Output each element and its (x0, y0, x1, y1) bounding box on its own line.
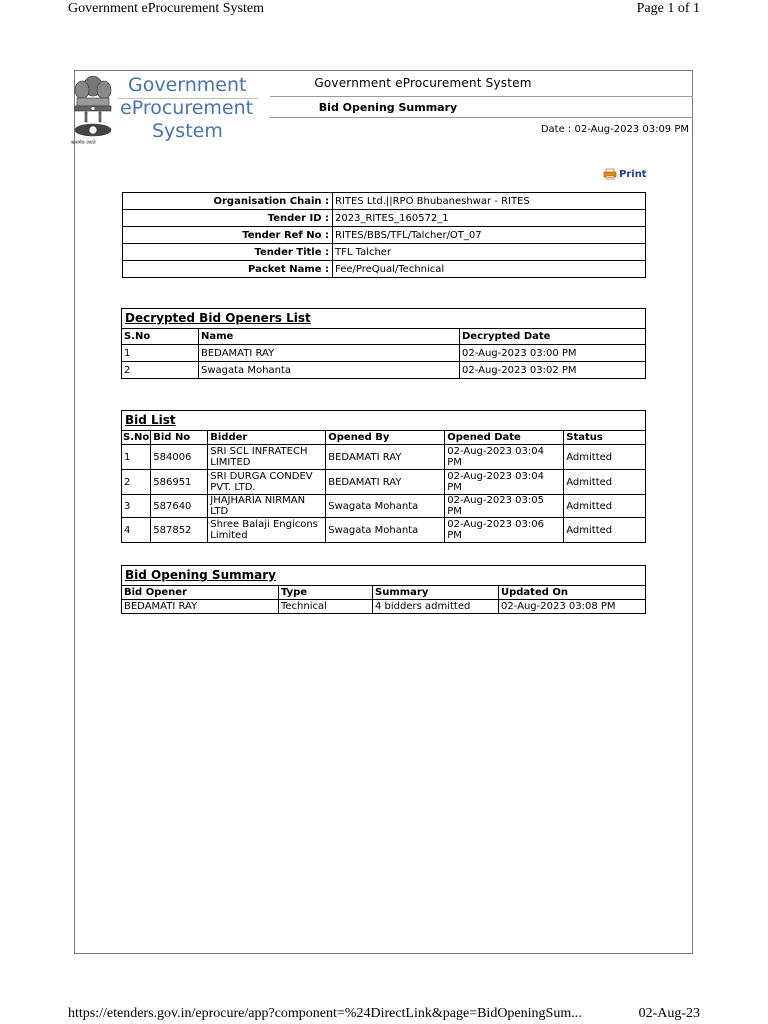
date-value: 02-Aug-2023 03:09 PM (574, 124, 689, 135)
print-label: Print (619, 168, 647, 180)
table-header-row (122, 329, 645, 345)
table-cell: Swagata Mohanta (199, 362, 460, 379)
table-cell: 587852 (151, 518, 208, 543)
table-cell: Admitted (564, 470, 645, 495)
table-cell: 586951 (151, 470, 208, 495)
table-row (122, 495, 645, 518)
footer-date: 02-Aug-23 (638, 1006, 700, 1021)
column-header: Bidder (208, 431, 326, 445)
table-row (122, 518, 645, 543)
footer-url: https://etenders.gov.in/eprocure/app?component=%24DirectLink&page=BidOpeningSum... (68, 1006, 582, 1021)
table-cell: 584006 (151, 445, 208, 470)
column-header: Type (279, 586, 373, 600)
table-row (122, 362, 645, 379)
section-title: Bid Opening Summary (122, 566, 645, 586)
column-header: Summary (373, 586, 499, 600)
table-cell: 1 (122, 345, 199, 362)
table-cell: 02-Aug-2023 03:06 PM (445, 518, 564, 543)
table-cell: 02-Aug-2023 03:05 PM (445, 495, 564, 518)
table-cell: Admitted (564, 495, 645, 518)
column-header: Bid Opener (122, 586, 279, 600)
bid-opening-summary-table (122, 586, 645, 613)
table-cell: 1 (122, 445, 151, 470)
table-cell: SRI DURGA CONDEV PVT. LTD. (208, 470, 326, 495)
info-value: RITES Ltd.||RPO Bhubaneshwar - RITES (333, 193, 646, 210)
info-row (123, 193, 646, 210)
table-cell: 2 (122, 362, 199, 379)
info-value: Fee/PreQual/Technical (333, 261, 646, 278)
table-cell: BEDAMATI RAY (122, 600, 279, 614)
table-cell: BEDAMATI RAY (326, 470, 445, 495)
print-footer (0, 1004, 768, 1024)
column-header: Decrypted Date (460, 329, 646, 345)
table-row (122, 345, 645, 362)
info-label: Tender ID : (123, 210, 333, 227)
table-header-row (122, 431, 645, 445)
table-cell: JHAJHARIA NIRMAN LTD (208, 495, 326, 518)
info-row (123, 227, 646, 244)
column-header: S.No (122, 329, 199, 345)
title-divider (270, 96, 693, 97)
table-cell: SRI SCL INFRATECH LIMITED (208, 445, 326, 470)
table-cell: 02-Aug-2023 03:02 PM (462, 364, 577, 376)
bid-list-table (122, 431, 645, 542)
info-label: Tender Title : (123, 244, 333, 261)
info-value: TFL Talcher (333, 244, 646, 261)
info-label: Tender Ref No : (123, 227, 333, 244)
column-header: Bid No (151, 431, 208, 445)
table-cell: Admitted (566, 524, 613, 536)
info-row (123, 261, 646, 278)
subtitle-divider (270, 117, 693, 118)
bid-opening-summary-section (121, 565, 646, 614)
brand-line-1: Government (128, 74, 247, 96)
bid-openers-section (121, 308, 646, 379)
brand-line-2: eProcurement (120, 97, 254, 119)
column-header: Updated On (499, 586, 646, 600)
section-title: Decrypted Bid Openers List (122, 309, 645, 329)
print-header (0, 0, 768, 20)
date-label: Date : (540, 124, 572, 135)
column-header: Name (199, 329, 460, 345)
table-header-row (122, 586, 645, 600)
column-header: Status (564, 431, 645, 445)
table-cell: 3 (122, 495, 151, 518)
table-cell: Admitted (564, 445, 645, 470)
table-cell: 4 (122, 518, 151, 543)
table-cell: BEDAMATI RAY (199, 345, 460, 362)
table-cell: 02-Aug-2023 03:04 PM (445, 445, 564, 470)
column-header: Opened Date (445, 431, 564, 445)
table-cell: 02-Aug-2023 03:08 PM (501, 601, 616, 612)
table-row (122, 470, 645, 495)
table-cell: 2 (122, 470, 151, 495)
emblem-caption: सत्यमेव जयते (71, 140, 96, 146)
column-header: S.No (123, 432, 150, 443)
info-row (123, 244, 646, 261)
table-cell: 02-Aug-2023 03:00 PM (460, 345, 646, 362)
table-cell: Swagata Mohanta (326, 518, 445, 543)
table-row (122, 600, 645, 614)
table-cell: Technical (279, 600, 373, 614)
info-value: 2023_RITES_160572_1 (333, 210, 646, 227)
info-row (123, 210, 646, 227)
table-cell: Shree Balaji Engicons Limited (208, 518, 326, 543)
print-header-page: Page 1 of 1 (636, 1, 700, 16)
info-label: Packet Name : (123, 261, 333, 278)
tender-info-table (122, 192, 646, 278)
print-header-title: Government eProcurement System (68, 1, 264, 16)
page-title: Bid Opening Summary (318, 101, 458, 114)
table-cell: 4 bidders admitted (373, 600, 499, 614)
table-row (122, 445, 645, 470)
table-cell: 02-Aug-2023 03:04 PM (445, 470, 564, 495)
column-header: Opened By (326, 431, 445, 445)
system-title: Government eProcurement System (314, 76, 532, 90)
brand-line-3: System (152, 120, 223, 142)
table-cell: 587640 (151, 495, 208, 518)
national-emblem-icon (70, 72, 116, 150)
info-label: Organisation Chain : (123, 193, 333, 210)
bid-openers-table (122, 329, 645, 378)
section-title: Bid List (122, 411, 645, 431)
bid-list-section (121, 410, 646, 543)
table-cell: BEDAMATI RAY (326, 445, 445, 470)
info-value: RITES/BBS/TFL/Talcher/OT_07 (333, 227, 646, 244)
report-date (541, 124, 689, 135)
printer-icon (603, 168, 617, 180)
print-button[interactable] (603, 168, 647, 180)
table-cell: Swagata Mohanta (326, 495, 445, 518)
